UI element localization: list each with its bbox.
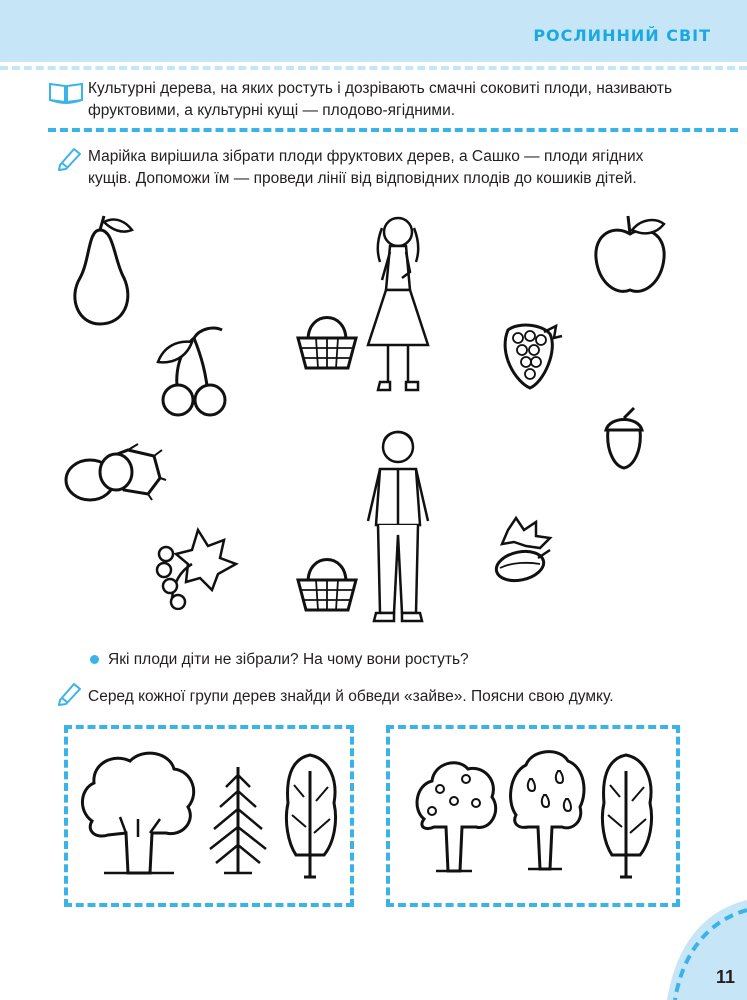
gooseberry-icon [490, 514, 560, 586]
boy-figure [358, 425, 438, 630]
pencil-icon [56, 145, 84, 171]
task1-line1: Марійка вирішила зібрати плоди фруктових дерев, а Сашко — плоди ягідних [88, 148, 644, 165]
apple-tree-icon [410, 755, 500, 885]
cherry-icon [150, 322, 235, 417]
task2-text: Серед кожної групи дерев знайди й обведи «зайве». Поясни свою думку. [88, 688, 614, 705]
birch-tree-icon [280, 751, 342, 885]
spruce-tree-icon [204, 763, 274, 883]
basket-icon [294, 548, 360, 614]
page-number: 11 [715, 967, 735, 987]
tree-group-right [386, 725, 680, 907]
section-title: РОСЛИННИЙ СВІТ [533, 26, 711, 45]
task1-line2: кущів. Допоможи їм — проведи лінії від відповідних плодів до кошиків дітей. [88, 170, 637, 187]
question-bullet [90, 655, 99, 664]
question-text: Які плоди діти не зібрали? На чому вони ростуть? [108, 651, 469, 668]
currant-icon [152, 520, 242, 610]
acorn-icon [596, 404, 652, 472]
oak-tree-icon [74, 747, 204, 887]
chestnut-icon [62, 440, 167, 505]
raspberry-icon [494, 320, 564, 392]
header-divider [0, 66, 747, 70]
tree-group-left [64, 725, 354, 907]
apple-icon [590, 210, 672, 298]
pencil-icon [56, 680, 84, 706]
info-text: Культурні дерева, на яких ростуть і дозрівають смачні соковиті плоди, називають фруктовими, а культурні кущі — плодово-ягідними. [88, 80, 673, 119]
divider [48, 128, 738, 132]
girl-figure [358, 210, 438, 395]
basket-icon [294, 306, 360, 372]
book-icon [48, 80, 84, 104]
task1-instructions [88, 146, 698, 190]
birch-tree-icon [596, 751, 658, 885]
pear-tree-icon [504, 745, 588, 885]
pear-icon [60, 208, 140, 328]
